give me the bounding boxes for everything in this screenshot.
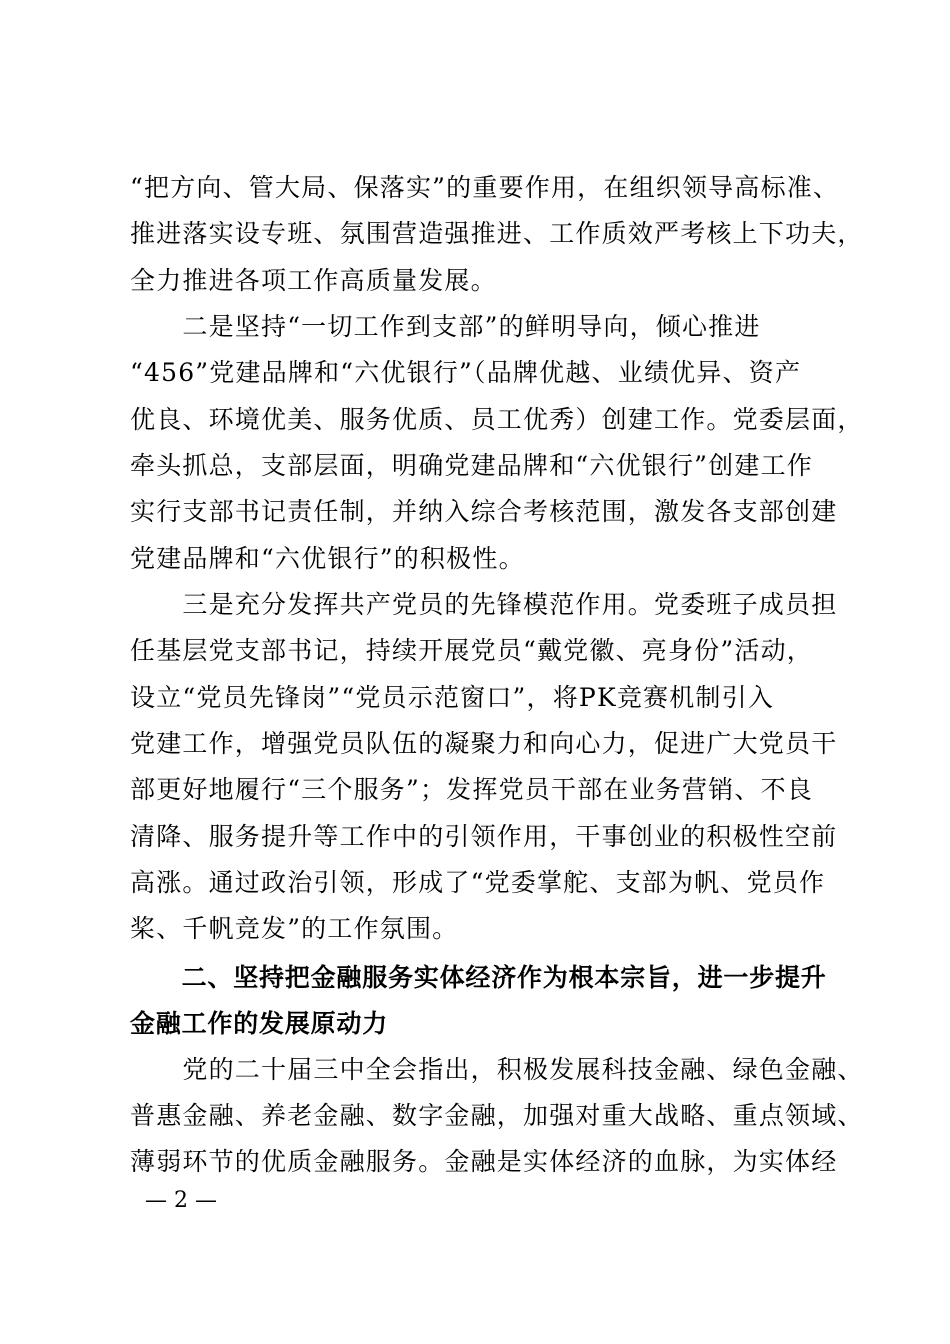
text-line-13: 党建工作，增强党员队伍的凝聚力和向心力，促进广大党员干 [130, 729, 838, 758]
text-line-20: 党的二十届三中全会指出，积极发展科技金融、绿色金融、 [130, 1055, 864, 1084]
text-line-16: 高涨。通过政治引领，形成了“党委掌舵、支部为帆、党员作 [130, 868, 826, 897]
text-line-2: 推进落实设专班、氛围营造强推进、工作质效严考核上下功夫， [130, 219, 864, 248]
text-line-6: 优良、环境优美、服务优质、员工优秀）创建工作。党委层面， [130, 405, 864, 434]
text-line-17: 桨、千帆竞发”的工作氛围。 [130, 914, 459, 943]
text-line-5: “456”党建品牌和“六优银行”（品牌优越、业绩优异、资产 [130, 358, 802, 387]
text-line-21: 普惠金融、养老金融、数字金融，加强对重大战略、重点领域、 [130, 1101, 864, 1130]
text-line-4: 二是坚持“一切工作到支部”的鲜明导向，倾心推进 [130, 312, 761, 341]
section-heading-line-2: 金融工作的发展原动力 [130, 1009, 389, 1038]
text-line-15: 清降、服务提升等工作中的引领作用，干事创业的积极性空前 [130, 822, 838, 851]
text-line-22: 薄弱环节的优质金融服务。金融是实体经济的血脉，为实体经 [130, 1147, 838, 1176]
page-number: — 2 — [145, 1188, 217, 1213]
text-line-1: “把方向、管大局、保落实”的重要作用，在组织领导高标准、 [130, 173, 840, 202]
text-line-8: 实行支部书记责任制，并纳入综合考核范围，激发各支部创建 [130, 497, 838, 526]
section-heading-line-1: 二、坚持把金融服务实体经济作为根本宗旨，进一步提升 [130, 963, 827, 992]
text-line-11: 任基层党支部书记，持续开展党员“戴党徽、亮身份”活动， [130, 636, 813, 665]
text-line-10: 三是充分发挥共产党员的先锋模范作用。党委班子成员担 [130, 590, 838, 619]
text-line-14: 部更好地履行“三个服务”；发挥党员干部在业务营销、不良 [130, 775, 813, 804]
text-line-9: 党建品牌和“六优银行”的积极性。 [130, 544, 525, 573]
text-line-12: 设立“党员先锋岗”“党员示范窗口”，将PK竞赛机制引入 [130, 683, 775, 712]
text-line-3: 全力推进各项工作高质量发展。 [130, 266, 497, 295]
text-line-7: 牵头抓总，支部层面，明确党建品牌和“六优银行”创建工作 [130, 451, 813, 480]
